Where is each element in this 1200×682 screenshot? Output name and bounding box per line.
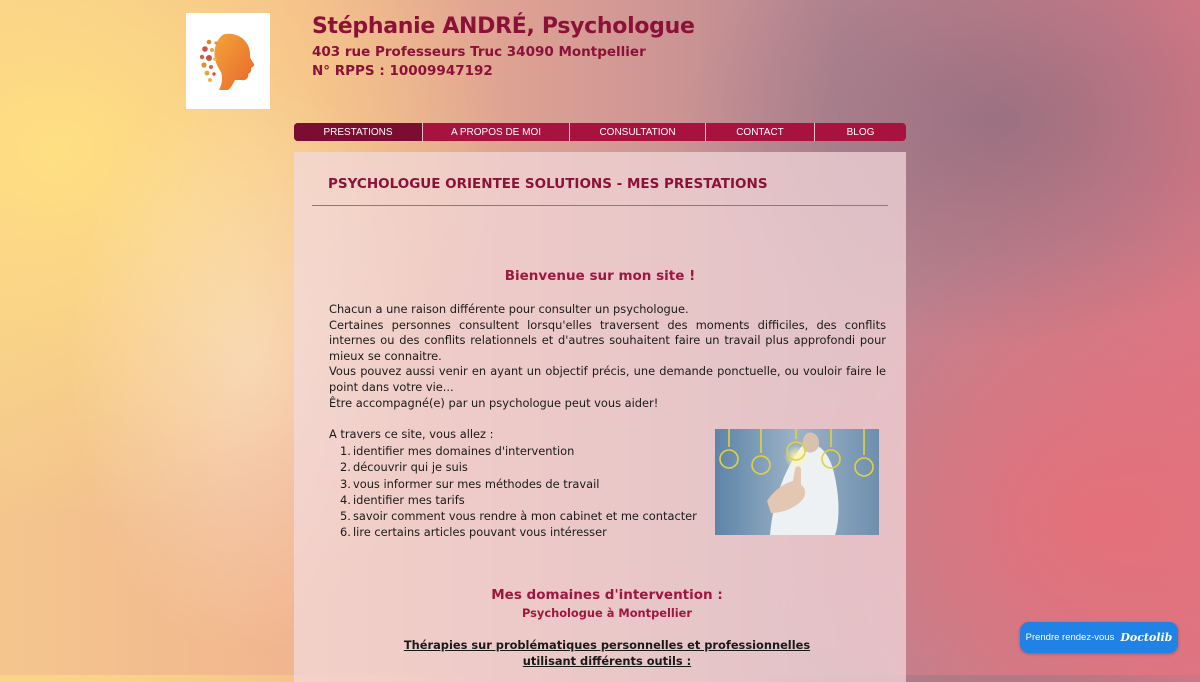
goals-intro: A travers ce site, vous allez : [329,427,494,441]
welcome-heading: Bienvenue sur mon site ! [504,268,696,284]
intro-line: Être accompagné(e) par un psychologue peut vous aider! [329,395,659,410]
therapies-line: Thérapies sur problématiques personnelles et professionnelles [403,638,811,652]
domains-subtitle: Psychologue à Montpellier [521,606,693,620]
therapies-line: utilisant différents outils : [522,654,692,668]
list-item: 2. découvrir qui je suis [340,460,468,475]
list-item: 6. lire certains articles pouvant vous intéresser [340,525,607,540]
doctolib-logo: Doctolib [1120,631,1173,644]
goals-list [329,443,697,541]
main-nav [294,123,906,141]
doctolib-label: Prendre rendez-vous [1025,632,1115,643]
nav-item-contact[interactable]: CONTACT [706,123,815,141]
intro-line: Certaines personnes consultent lorsqu'elles traversent des moments difficiles, des conflits internes ou des conflits relationnels et d'autres souhaitent faire un travail plus approfondi pour mieux se connaitre. [329,317,886,363]
list-item: 3. vous informer sur mes méthodes de travail [340,476,600,491]
list-item: 4. identifier mes tarifs [340,492,465,507]
site-rpps: N° RPPS : 10009947192 [312,63,493,79]
head-profile-logo-icon [195,28,261,94]
intro-line: Chacun a une raison différente pour consulter un psychologue. [329,302,689,316]
nav-item-consultation[interactable]: CONSULTATION [570,123,706,141]
site-address: 403 rue Professeurs Truc 34090 Montpellier [312,44,646,60]
heading-divider [312,205,888,206]
therapies-heading [294,637,920,669]
lightbulb-hand-photo [715,429,879,535]
site-title: Stéphanie ANDRÉ, Psychologue [312,14,695,39]
nav-item-prestations[interactable]: PRESTATIONS [294,123,423,141]
list-item: 1. identifier mes domaines d'intervention [340,444,575,458]
doctolib-booking-button[interactable] [1020,622,1178,653]
nav-item-blog[interactable]: BLOG [846,126,875,138]
intro-line: Vous pouvez aussi venir en ayant un objectif précis, une demande ponctuelle, ou vouloir faire le point dans votre vie... [329,364,886,394]
list-item: 5. savoir comment vous rendre à mon cabinet et me contacter [340,509,697,524]
domains-heading: Mes domaines d'intervention : [491,587,723,603]
content-panel [294,152,906,682]
page-heading: PSYCHOLOGUE ORIENTEE SOLUTIONS - MES PRESTATIONS [328,176,768,192]
site-logo[interactable] [186,13,270,109]
intro-text [329,302,886,411]
nav-item-a-propos[interactable]: A PROPOS DE MOI [423,123,570,141]
